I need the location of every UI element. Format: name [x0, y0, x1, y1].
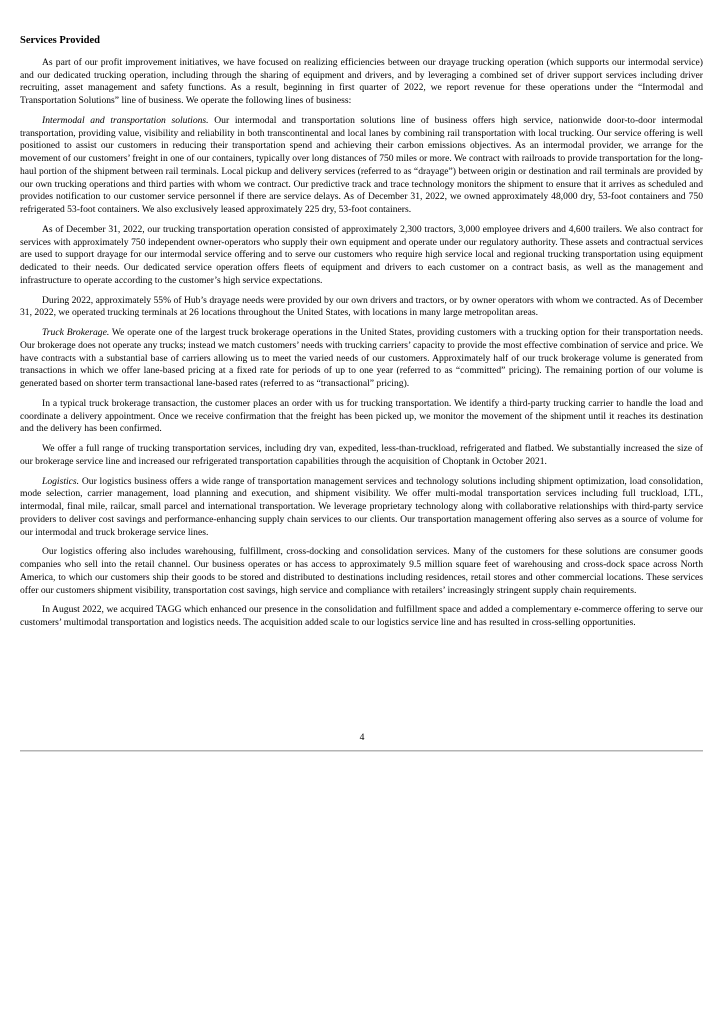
paragraph-text: As part of our profit improvement initiatives, we have focused on realizing efficiencies between our drayage trucking operation (which supports our intermodal service) and our dedicated trucking operation, including through the sharing of equipment and drivers, and by leveraging a combined set of driver support services including driver recruiting, asset management and safety functions. As a result, beginning in first quarter of 2022, we report revenue for these operations under the “Intermodal and Transportation Solutions” line of business. We operate the following lines of business:: [20, 57, 703, 107]
paragraph-text: Our intermodal and transportation solutions line of business offers high service, nationwide door-to-door intermodal transportation, providing value, visibility and reliability in both transcontinental and local lanes by combining rail transportation with local trucking. Our service offering is well positioned to assist our customers in reducing their transportation spend and achieving their carbon emissions objectives. As an intermodal provider, we arrange for the movement of our customers’ freight in one of our containers, typically over long distances of 750 miles or more. We contract with railroads to provide transportation for the long-haul portion of the shipment between rail terminals. Local pickup and delivery services (referred to as “drayage”) between origin or destination and rail terminals are provided by our own trucking operations and third parties with whom we contract. Our predictive track and trace technology monitors the shipment to ensure that it arrives as scheduled and provides notification to our customer service personnel if there are service delays. As of December 31, 2022, we owned approximately 48,000 dry, 53-foot containers and 750 refrigerated 53-foot containers. We also exclusively leased approximately 225 dry, 53-foot containers.: [20, 115, 703, 215]
paragraph-text: In a typical truck brokerage transaction, the customer places an order with us for trucking transportation. We identify a third-party trucking carrier to handle the load and coordinate a delivery appointment. Once we receive confirmation that the freight has been picked up, we monitor the movement of the shipment until it reaches its destination and the delivery has been confirmed.: [20, 397, 703, 435]
paragraph-brokerage-transaction: [20, 398, 703, 436]
paragraph-text: During 2022, approximately 55% of Hub’s drayage needs were provided by our own drivers and tractors, or by owner operators with whom we contracted. As of December 31, 2022, we operated trucking terminals at 26 locations throughout the United States, with locations in many large metropolitan areas.: [20, 294, 703, 319]
paragraph-text: In August 2022, we acquired TAGG which enhanced our presence in the consolidation and fulfillment space and added a complementary e-commerce offering to serve our customers’ multimodal transportation and logistics needs. The acquisition added scale to our logistics service line and has resulted in cross-selling opportunities.: [20, 604, 703, 629]
section-heading: Services Provided: [20, 35, 101, 46]
paragraph-intermodal: [20, 115, 703, 217]
paragraph-text: We operate one of the largest truck brokerage operations in the United States, providing customers with a trucking option for their transportation needs. Our brokerage does not operate any trucks; instead we match customers’ needs with trucking carriers’ capacity to provide the most effective combination of service and price. We have contracts with a substantial base of carriers allowing us to meet the varied needs of our customers. Approximately half of our truck brokerage volume is generated from transactions in which we offer lane-based pricing at a fixed rate for periods of up to one year (referred to as “committed” pricing). The remaining portion of our volume is generated based on shorter term transactional lane-based rates (referred to as “transactional” pricing).: [20, 327, 703, 389]
paragraph-profit-initiatives: [20, 57, 703, 108]
paragraph-tagg-acquisition: [20, 604, 703, 629]
paragraph-trucking-operation: [20, 224, 703, 288]
paragraph-lead: Truck Brokerage.: [42, 327, 110, 339]
paragraph-text: We offer a full range of trucking transportation services, including dry van, expedited, less-than-truckload, refrigerated and flatbed. We substantially increased the size of our brokerage service line and increased our refrigerated transportation capabilities through the acquisition of Choptank in October 2021.: [20, 443, 703, 467]
paragraph-drayage-needs: [20, 295, 703, 320]
paragraph-logistics: [20, 476, 703, 540]
paragraph-truck-brokerage: [20, 327, 703, 391]
paragraph-lead: Intermodal and transportation solutions.: [42, 115, 209, 126]
paragraph-warehousing: [20, 546, 703, 597]
document-page: [20, 34, 703, 637]
page-divider: [20, 750, 703, 752]
paragraph-trucking-services: [20, 443, 703, 468]
paragraph-lead: Logistics.: [42, 475, 80, 487]
page-number: 4: [359, 732, 365, 743]
paragraph-text: Our logistics business offers a wide range of transportation management services and technology solutions including shipment optimization, load consolidation, mode selection, carrier management, load planning and execution, and shipment visibility. We offer multi-modal transportation services including full truckload, LTL, intermodal, final mile, railcar, small parcel and international transportation. We leverage proprietary technology along with collaborative relationships with third-party service providers to deliver cost savings and performance-enhancing supply chain services to our clients. Our transportation management offering also serves as a source of volume for our intermodal and truck brokerage service lines.: [20, 475, 703, 538]
paragraph-text: As of December 31, 2022, our trucking transportation operation consisted of approximately 2,300 tractors, 3,000 employee drivers and 4,600 trailers. We also contract for services with approximately 750 independent owner-operators who supply their own equipment and operate under our regulatory authority. These assets and contractual services are used to support drayage for our intermodal service offering and to serve our customers who require high service local and regional trucking transportation using equipment dedicated to their needs. Our dedicated service operation offers fleets of equipment and drivers to each customer on a contract basis, as well as the management and infrastructure to operate according to the customer’s high service expectations.: [20, 223, 703, 286]
paragraph-text: Our logistics offering also includes warehousing, fulfillment, cross-docking and consolidation services. Many of the customers for these solutions are consumer goods companies who sell into the retail channel. Our business operates or has access to approximately 9.5 million square feet of warehousing and cross-dock space across North America, to which our customers ship their goods to be stored and distributed to destinations including residences, retail stores and other commercial locations. These services offer our customers shipment visibility, transportation cost savings, high service and compliance with retailers’ increasingly stringent supply chain requirements.: [20, 546, 703, 596]
